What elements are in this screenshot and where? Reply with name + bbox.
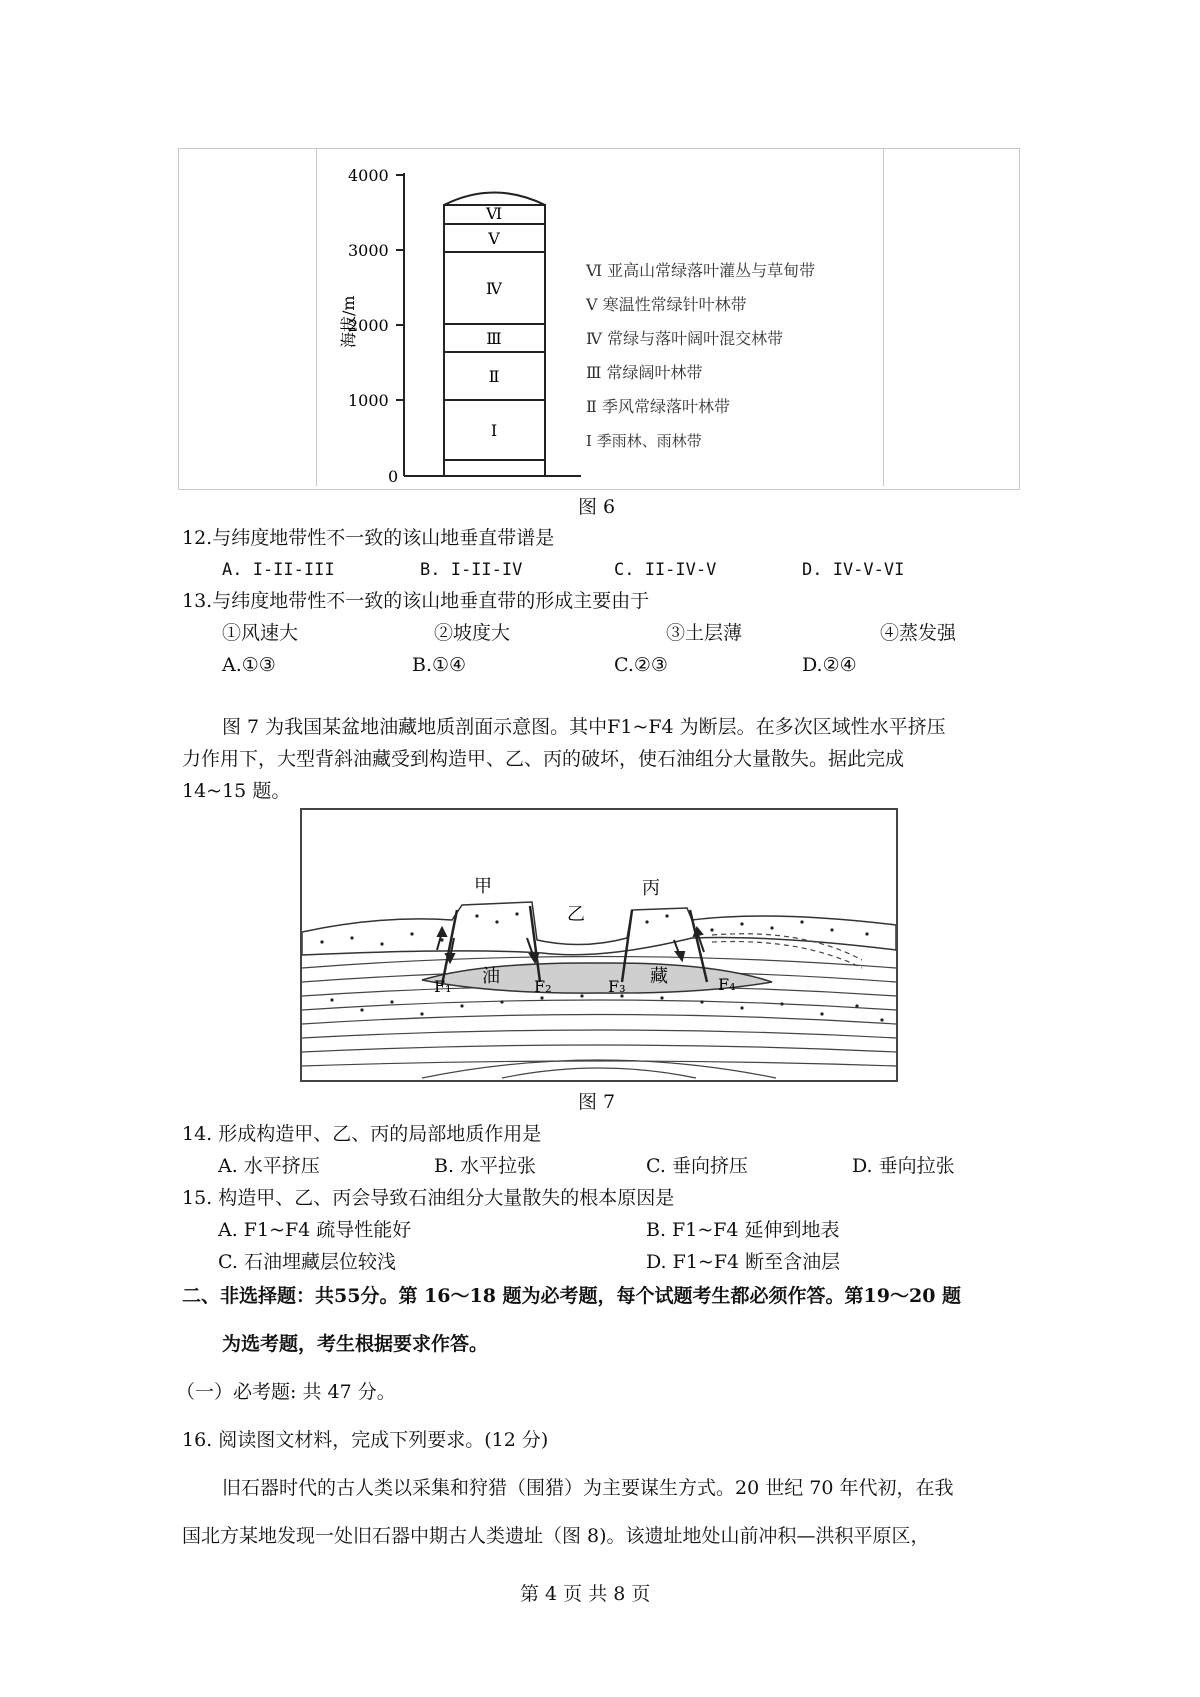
section2-line2: 为选考题，考生根据要求作答。: [222, 1333, 489, 1355]
q15-option-b: B. F1~F4 延伸到地表: [646, 1219, 840, 1241]
q15-stem: 15. 构造甲、乙、丙会导致石油组分大量散失的根本原因是: [182, 1187, 675, 1209]
page-footer: 第 4 页 共 8 页: [520, 1583, 651, 1605]
q15-option-d: D. F1~F4 断至含油层: [646, 1251, 841, 1273]
label-you: 油: [482, 966, 500, 987]
label-f2: F₂: [534, 977, 552, 996]
zone-IV: Ⅳ: [486, 279, 502, 298]
q13-option-b: B.①④: [412, 654, 467, 676]
zone-II: Ⅱ: [488, 367, 500, 386]
zone-III: Ⅲ: [486, 329, 502, 348]
q12-option-c: C. II-IV-V: [614, 560, 717, 580]
q13-option-c: C.②③: [614, 654, 668, 676]
tick-4000: 4000: [348, 166, 389, 185]
q13-item-1: ①风速大: [222, 622, 299, 644]
q13-item-4: ④蒸发强: [880, 622, 957, 644]
q13-option-d: D.②④: [802, 654, 857, 676]
q14-option-d: D. 垂向拉张: [852, 1155, 955, 1177]
q12-option-a: A. I-II-III: [222, 560, 335, 580]
label-bing: 丙: [642, 878, 660, 899]
q14-option-b: B. 水平拉张: [434, 1155, 537, 1177]
zone-V: Ⅴ: [488, 229, 500, 248]
q16-para-line2: 国北方某地发现一处旧石器中期古人类遗址（图 8)。该遗址地处山前冲积—洪积平原区，: [182, 1525, 930, 1547]
figure-7-caption: 图 7: [578, 1091, 616, 1113]
legend-item-V: Ⅴ 寒温性常绿针叶林带: [586, 295, 747, 314]
q12-option-d: D. IV-V-VI: [802, 560, 905, 580]
label-jia: 甲: [474, 876, 492, 897]
y-axis-label: 海拔/m: [339, 295, 358, 348]
label-f4: F₄: [718, 975, 736, 994]
zone-I: Ⅰ: [490, 421, 498, 440]
intro7-line2: 力作用下，大型背斜油藏受到构造甲、乙、丙的破坏，使石油组分大量散失。据此完成: [182, 748, 905, 770]
q15-option-c: C. 石油埋藏层位较浅: [218, 1251, 396, 1273]
section2-line1: 二、非选择题：共55分。第 16～18 题为必考题，每个试题考生都必须作答。第19～20 题: [182, 1285, 962, 1307]
zone-VI: Ⅵ: [485, 204, 503, 223]
tick-0: 0: [388, 467, 399, 486]
q15-option-a: A. F1~F4 疏导性能好: [218, 1219, 412, 1241]
legend-item-I: Ⅰ 季雨林、雨林带: [586, 432, 702, 450]
q16-stem: 16. 阅读图文材料，完成下列要求。(12 分): [182, 1429, 549, 1451]
label-cang: 藏: [650, 966, 668, 987]
legend-item-IV: Ⅳ 常绿与落叶阔叶混交林带: [586, 329, 784, 348]
label-f3: F₃: [608, 977, 626, 996]
label-f1: F₁: [434, 977, 452, 996]
legend-item-II: Ⅱ 季风常绿落叶林带: [586, 397, 730, 416]
q14-stem: 14. 形成构造甲、乙、丙的局部地质作用是: [182, 1123, 542, 1145]
intro7-line3: 14~15 题。: [182, 780, 291, 802]
q13-item-3: ③土层薄: [666, 622, 743, 644]
tick-2000: 2000: [348, 316, 389, 335]
tick-3000: 3000: [348, 241, 389, 260]
q14-option-c: C. 垂向挤压: [646, 1155, 748, 1177]
tick-1000: 1000: [348, 391, 389, 410]
figure-6-chart: [316, 148, 882, 486]
figure-6-caption: 图 6: [578, 496, 616, 518]
lower-dots: [330, 994, 883, 1021]
q13-option-a: A.①③: [222, 654, 276, 676]
legend-item-III: Ⅲ 常绿阔叶林带: [586, 363, 703, 382]
intro7-line1: 图 7 为我国某盆地油藏地质剖面示意图。其中F1~F4 为断层。在多次区域性水平挤压: [222, 716, 946, 738]
q13-item-2: ②坡度大: [434, 622, 511, 644]
required-heading: （一）必考题: 共 47 分。: [176, 1381, 396, 1403]
q16-para-line1: 旧石器时代的古人类以采集和狩猎（围猎）为主要谋生方式。20 世纪 70 年代初，在我: [222, 1477, 954, 1499]
legend-item-VI: Ⅵ 亚高山常绿落叶灌丛与草甸带: [586, 261, 816, 280]
label-yi: 乙: [567, 904, 585, 925]
figure-7-diagram: [302, 810, 896, 1080]
q13-stem: 13.与纬度地带性不一致的该山地垂直带的形成主要由于: [182, 590, 650, 612]
q12-stem: 12.与纬度地带性不一致的该山地垂直带谱是: [182, 527, 555, 549]
upper-dotted-layer: [302, 902, 896, 955]
q14-option-a: A. 水平挤压: [218, 1155, 320, 1177]
figure-7-frame: [300, 808, 898, 1082]
q12-option-b: B. I-II-IV: [420, 560, 523, 580]
